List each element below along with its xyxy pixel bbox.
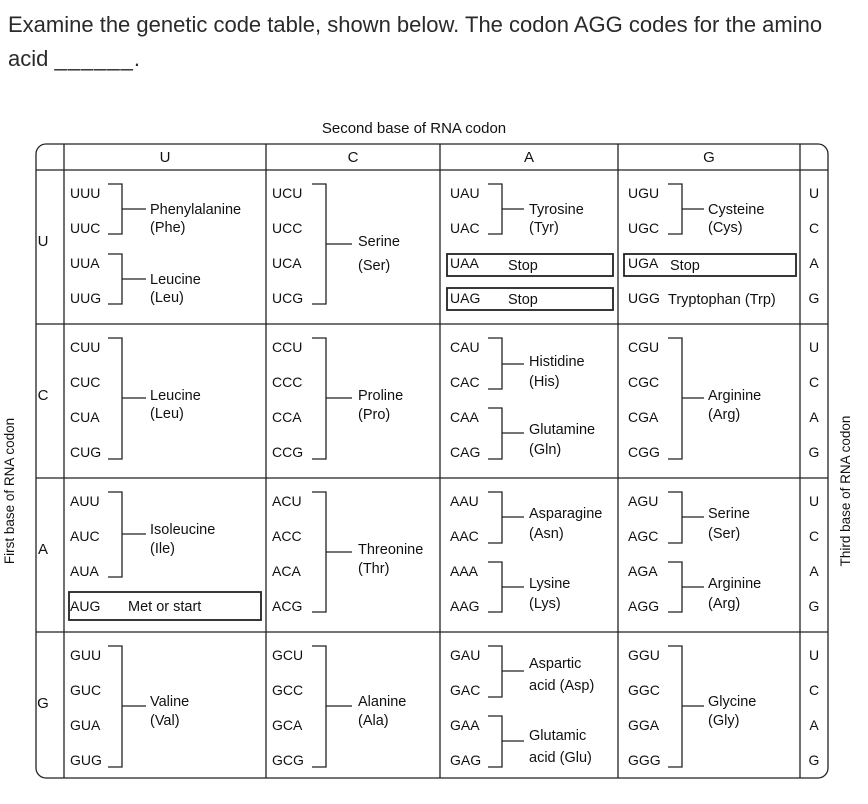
- codon-ugc: UGC: [628, 220, 660, 236]
- amino-acid-label: Alanine: [358, 694, 407, 710]
- codon-agc: AGC: [628, 528, 659, 544]
- codon-uga: UGA: [628, 255, 659, 271]
- amino-acid-abbr: (His): [529, 374, 560, 390]
- codon-caa: CAA: [450, 409, 479, 425]
- amino-acid-abbr: (Ser): [708, 526, 741, 542]
- codon-ggc: GGC: [628, 682, 660, 698]
- row-header-c: C: [37, 387, 49, 404]
- codon-cug: CUG: [70, 444, 102, 460]
- col-header-a: A: [523, 149, 535, 166]
- amino-acid-abbr: acid (Asp): [529, 678, 595, 694]
- third-base-label: C: [808, 220, 820, 236]
- amino-acid-abbr: (Gly): [708, 713, 740, 729]
- amino-acid-label: Aspartic: [529, 656, 582, 672]
- amino-acid-label: Valine: [150, 694, 190, 710]
- codon-gua: GUA: [70, 717, 101, 733]
- codon-acu: ACU: [272, 493, 302, 509]
- codon-aga: AGA: [628, 563, 658, 579]
- codon-gag: GAG: [450, 752, 482, 768]
- codon-ucc: UCC: [272, 220, 303, 236]
- codon-ggg: GGG: [628, 752, 661, 768]
- amino-acid-abbr: (Asn): [529, 526, 564, 542]
- third-base-label: C: [808, 682, 820, 698]
- amino-acid-label: Leucine: [150, 388, 201, 404]
- third-base-label: C: [808, 374, 820, 390]
- third-base-label: U: [808, 493, 820, 509]
- codon-gga: GGA: [628, 717, 660, 733]
- row-header-u: U: [37, 233, 49, 250]
- codon-agu: AGU: [628, 493, 659, 509]
- codon-aua: AUA: [70, 563, 99, 579]
- amino-acid-abbr: (Pro): [358, 407, 391, 423]
- amino-acid-label: Serine: [708, 506, 750, 522]
- codon-ggu: GGU: [628, 647, 660, 663]
- third-base-label: C: [808, 528, 820, 544]
- codon-cuc: CUC: [70, 374, 101, 390]
- col-header-g: G: [703, 149, 715, 166]
- codon-ugg: UGG: [628, 290, 660, 306]
- amino-acid-label: Met or start: [128, 599, 202, 615]
- codon-ugu: UGU: [628, 185, 660, 201]
- codon-guu: GUU: [70, 647, 102, 663]
- col-header-c: C: [347, 149, 359, 166]
- amino-acid-label: Asparagine: [529, 506, 603, 522]
- amino-acid-abbr: (Leu): [150, 290, 184, 306]
- codon-aug: AUG: [70, 598, 101, 614]
- codon-aca: ACA: [272, 563, 301, 579]
- codon-ucu: UCU: [272, 185, 303, 201]
- codon-cau: CAU: [450, 339, 480, 355]
- codon-cca: CCA: [272, 409, 302, 425]
- question-prompt: Examine the genetic code table, shown below. The codon AGG codes for the amino acid: [8, 12, 823, 71]
- answer-blank: ______.: [54, 46, 142, 71]
- stop-label: Stop: [508, 258, 538, 274]
- third-base-title: Third base of RNA codon: [838, 415, 853, 567]
- amino-acid-label: Arginine: [708, 388, 762, 404]
- amino-acid-label: Leucine: [150, 272, 201, 288]
- codon-cgg: CGG: [628, 444, 660, 460]
- codon-agg: AGG: [628, 598, 660, 614]
- third-base-label: G: [808, 290, 820, 306]
- third-base-label: U: [808, 185, 820, 201]
- codon-uau: UAU: [450, 185, 480, 201]
- highlight-boxes: [69, 254, 796, 620]
- amino-acid-abbr: (Arg): [708, 596, 741, 612]
- codon-acg: ACG: [272, 598, 303, 614]
- codon-guc: GUC: [70, 682, 102, 698]
- codon-gcg: GCG: [272, 752, 304, 768]
- amino-acid-abbr: (Ala): [358, 713, 389, 729]
- amino-acid-label: Glutamine: [529, 422, 596, 438]
- third-base-label: A: [809, 255, 819, 271]
- amino-acid-label: Cysteine: [708, 202, 765, 218]
- codon-aac: AAC: [450, 528, 479, 544]
- col-header-u: U: [159, 149, 171, 166]
- codon-cua: CUA: [70, 409, 100, 425]
- codon-uca: UCA: [272, 255, 302, 271]
- codon-cag: CAG: [450, 444, 481, 460]
- codon-cac: CAC: [450, 374, 480, 390]
- amino-acid-label: Proline: [358, 388, 404, 404]
- amino-acid-abbr: (Ile): [150, 541, 175, 557]
- third-base-label: A: [809, 409, 819, 425]
- row-header-a: A: [37, 541, 49, 558]
- first-base-title: First base of RNA codon: [2, 417, 17, 565]
- codon-gac: GAC: [450, 682, 481, 698]
- amino-acid-label: Glycine: [708, 694, 757, 710]
- codon-uuc: UUC: [70, 220, 101, 236]
- amino-acid-label: Threonine: [358, 542, 424, 558]
- codon-acc: ACC: [272, 528, 302, 544]
- codon-cga: CGA: [628, 409, 659, 425]
- codon-gug: GUG: [70, 752, 102, 768]
- codon-ccu: CCU: [272, 339, 303, 355]
- codon-gau: GAU: [450, 647, 481, 663]
- stop-label: Stop: [508, 292, 538, 308]
- third-base-label: U: [808, 339, 820, 355]
- amino-acid-abbr: (Ser): [358, 258, 391, 274]
- amino-acid-label: Serine: [358, 234, 400, 250]
- amino-acid-label: Histidine: [529, 354, 585, 370]
- third-base-label: G: [808, 444, 820, 460]
- row-header-g: G: [37, 695, 49, 712]
- amino-acid-abbr: (Thr): [358, 561, 390, 577]
- table-grid: [36, 144, 828, 778]
- codon-gaa: GAA: [450, 717, 480, 733]
- codon-uuu: UUU: [70, 185, 101, 201]
- third-base-label: G: [808, 598, 820, 614]
- amino-acid-abbr: (Gln): [529, 442, 562, 458]
- codon-ucg: UCG: [272, 290, 304, 306]
- amino-acid-abbr: acid (Glu): [529, 750, 592, 766]
- codon-aaa: AAA: [450, 563, 479, 579]
- second-base-title: Second base of RNA codon: [321, 120, 507, 137]
- codon-uua: UUA: [70, 255, 100, 271]
- amino-acid-abbr: (Cys): [708, 220, 743, 236]
- amino-acid-label: Isoleucine: [150, 522, 216, 538]
- amino-acid-abbr: (Leu): [150, 406, 184, 422]
- amino-acid-label: Phenylalanine: [150, 202, 242, 218]
- amino-acid-label: Glutamic: [529, 728, 587, 744]
- third-base-label: A: [809, 563, 819, 579]
- third-base-label: U: [808, 647, 820, 663]
- codon-uug: UUG: [70, 290, 102, 306]
- codon-gcc: GCC: [272, 682, 304, 698]
- amino-acid-label: Tryptophan (Trp): [668, 292, 776, 308]
- codon-cgc: CGC: [628, 374, 660, 390]
- codon-gcu: GCU: [272, 647, 304, 663]
- codon-gca: GCA: [272, 717, 303, 733]
- codon-cuu: CUU: [70, 339, 101, 355]
- codon-aag: AAG: [450, 598, 480, 614]
- stop-label: Stop: [670, 258, 700, 274]
- codon-auc: AUC: [70, 528, 100, 544]
- codon-auu: AUU: [70, 493, 100, 509]
- amino-acid-label: Arginine: [708, 576, 762, 592]
- codon-ccc: CCC: [272, 374, 303, 390]
- codon-uag: UAG: [450, 290, 481, 306]
- third-base-label: G: [808, 752, 820, 768]
- third-base-labels: [809, 185, 820, 768]
- codon-uac: UAC: [450, 220, 480, 236]
- codon-uaa: UAA: [450, 255, 479, 271]
- amino-acid-abbr: (Tyr): [529, 220, 559, 236]
- amino-acid-label: Tyrosine: [529, 202, 584, 218]
- amino-acid-abbr: (Val): [150, 713, 180, 729]
- amino-acid-label: Lysine: [529, 576, 571, 592]
- third-base-label: A: [809, 717, 819, 733]
- amino-acid-abbr: (Lys): [529, 596, 561, 612]
- amino-acid-abbr: (Phe): [150, 220, 186, 236]
- codon-ccg: CCG: [272, 444, 304, 460]
- amino-acid-abbr: (Arg): [708, 407, 741, 423]
- codon-aau: AAU: [450, 493, 479, 509]
- codon-cgu: CGU: [628, 339, 660, 355]
